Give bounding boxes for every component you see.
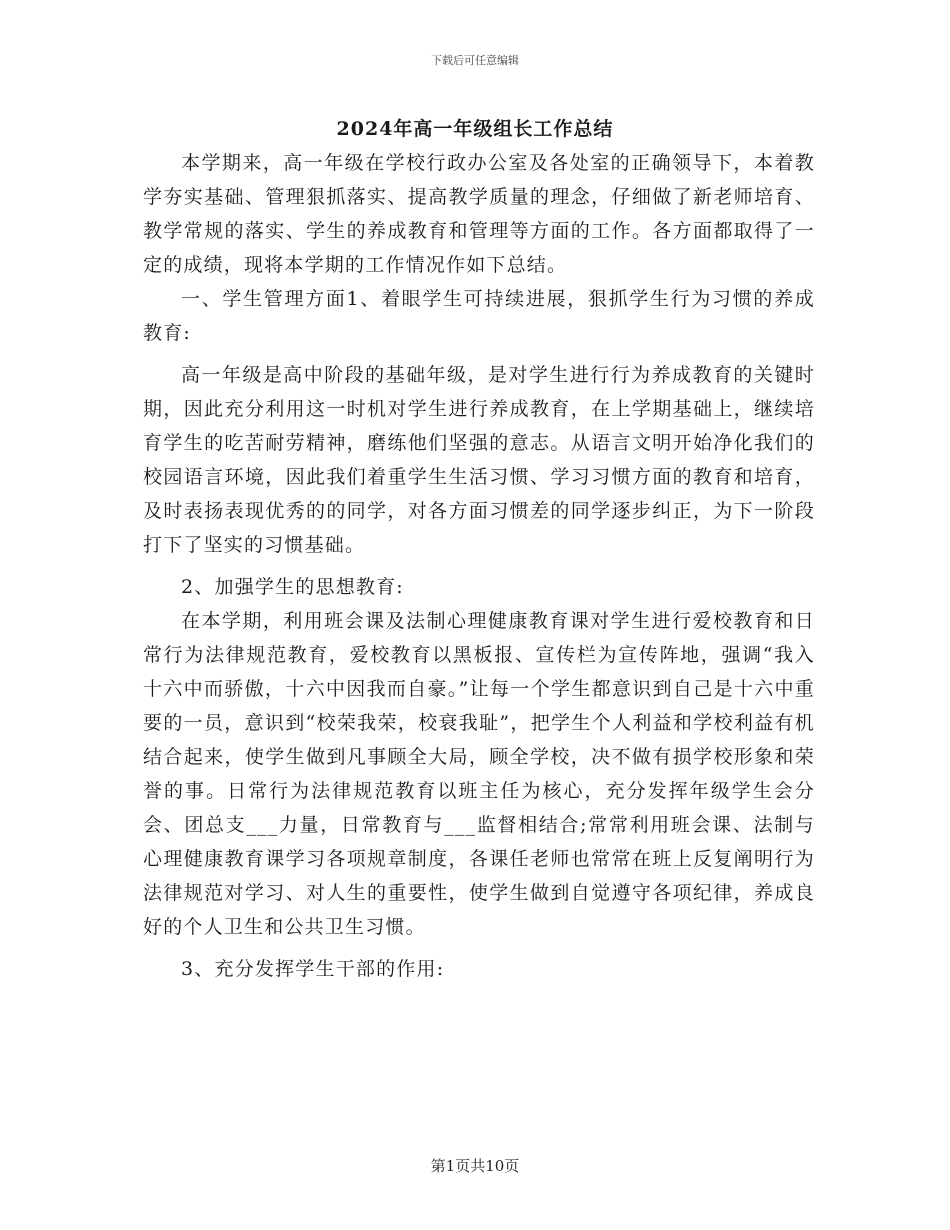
paragraph-habit-education: 高一年级是高中阶段的基础年级，是对学生进行行为养成教育的关键时期，因此充分利用这一时机对学生进行养成教育，在上学期基础上，继续培育学生的吃苦耐劳精神，磨练他们坚强的意志。从语言文明开始净化我们的校园语言环境，因此我们着重学生生活习惯、学习习惯方面的教育和培育，及时表扬表现优秀的的同学，对各方面习惯差的同学逐步纠正，为下一阶段打下了坚实的习惯基础。 <box>143 364 815 556</box>
paragraph-section-1-heading: 一、学生管理方面1、着眼学生可持续进展，狠抓学生行为习惯的养成教育: <box>143 288 815 344</box>
page-header-note: 下载后可任意编辑 <box>431 54 519 67</box>
paragraph-subsection-2-heading: 2、加强学生的思想教育: <box>181 576 404 598</box>
paragraph-intro: 本学期来，高一年级在学校行政办公室及各处室的正确领导下，本着教学夯实基础、管理狠抓落实、提高教学质量的理念，仔细做了新老师培育、教学常规的落实、学生的养成教育和管理等方面的工作。各方面都取得了一定的成绩，现将本学期的工作情况作如下总结。 <box>143 152 815 276</box>
document-title: 2024年高一年级组长工作总结 <box>336 118 614 140</box>
document-body <box>143 146 815 986</box>
page-number: 第1页共10页 <box>430 1157 520 1175</box>
paragraph-ideological-education: 在本学期，利用班会课及法制心理健康教育课对学生进行爱校教育和日常行为法律规范教育，爱校教育以黑板报、宣传栏为宣传阵地，强调“我入十六中而骄傲，十六中因我而自豪。”让每一个学生都意识到自己是十六中重要的一员，意识到“校荣我荣，校衰我耻”，把学生个人利益和学校利益有机结合起来，使学生做到凡事顾全大局，顾全学校，决不做有损学校形象和荣誉的事。日常行为法律规范教育以班主任为核心，充分发挥年级学生会分会、团总支___力量，日常教育与___监督相结合;常常利用班会课、法制与心理健康教育课学习各项规章制度，各课任老师也常常在班上反复阐明行为法律规范对学习、对人生的重要性，使学生做到自觉遵守各项纪律，养成良好的个人卫生和公共卫生习惯。 <box>143 610 815 938</box>
paragraph-subsection-3-heading: 3、充分发挥学生干部的作用: <box>181 958 445 980</box>
